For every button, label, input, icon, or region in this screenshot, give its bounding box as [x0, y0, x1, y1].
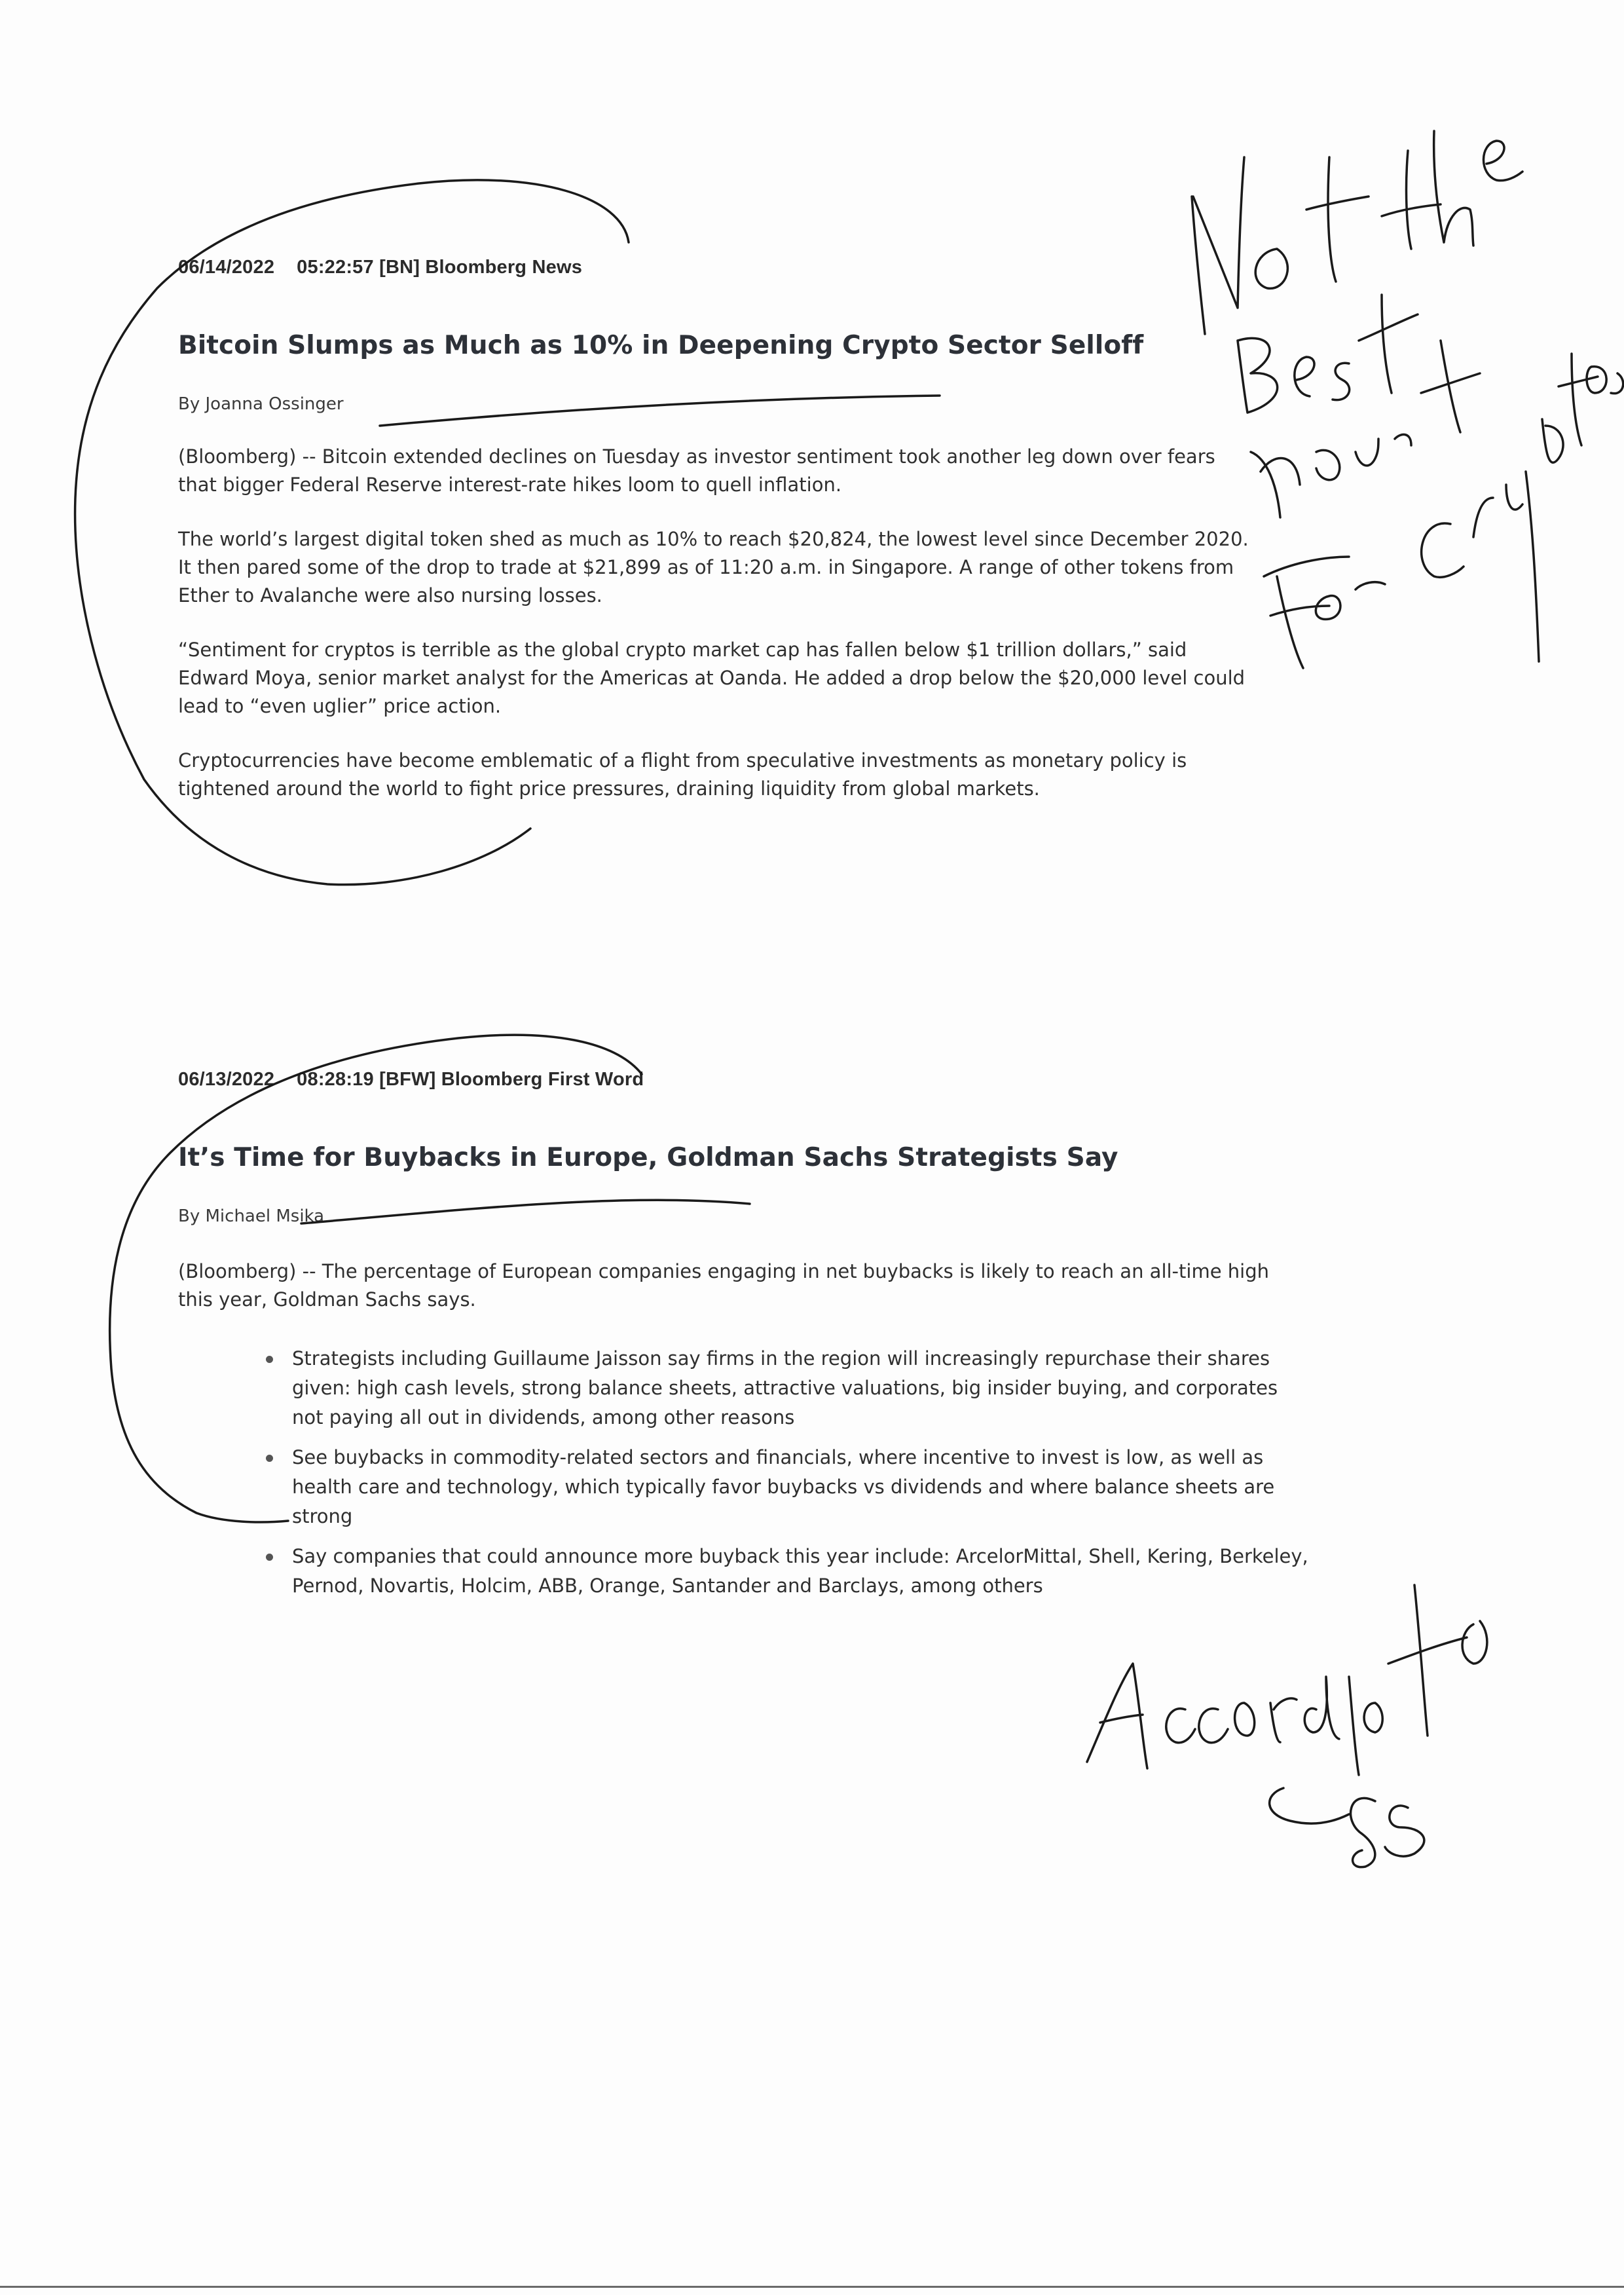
bullet-dot-icon: [266, 1554, 273, 1561]
news-article: [178, 257, 1304, 803]
bullet-dot-icon: [266, 1455, 273, 1462]
bullet-item: [292, 1443, 1314, 1531]
bullet-list: [178, 1344, 1308, 1601]
ink-letter-t: [1306, 157, 1369, 282]
ink-word-gs: [1270, 1788, 1424, 1867]
article-source: [BFW] Bloomberg First Word: [379, 1069, 644, 1090]
bullet-text: Strategists including Guillaume Jaisson say firms in the region will increasingly repurchase their shares given: high cash levels, strong balance sheets, attractive valuations, big insider buying, and corporates not paying all out in dividends, among other reasons: [292, 1347, 1278, 1428]
article-paragraph: “Sentiment for cryptos is terrible as the global crypto market cap has fallen below $1 trillion dollars,” said Edward Moya, senior market analyst for the Americas at Oanda. He added a drop below the $20,000 level could lead to “even uglier” price action.: [178, 639, 1246, 717]
article-headline: It’s Time for Buybacks in Europe, Goldman Sachs Strategists Say: [178, 1143, 1118, 1172]
article-time: 05:22:57: [297, 257, 374, 278]
bullet-item: [292, 1344, 1314, 1432]
ink-word-the: [1382, 131, 1522, 249]
article-meta: [178, 257, 1304, 278]
page-bottom-rule: [0, 2286, 1624, 2288]
article-meta: [178, 1069, 1304, 1091]
article-paragraph: Cryptocurrencies have become emblematic of a flight from speculative investments as monetary policy is tightened around the world to fight price pressures, draining liquidity from global markets.: [178, 749, 1187, 800]
article-paragraph: (Bloomberg) -- The percentage of European companies engaging in net buybacks is likely to reach an all-time high this year, Goldman Sachs says.: [178, 1260, 1269, 1311]
article-byline: By Michael Msika: [178, 1206, 325, 1226]
article-time: 08:28:19: [297, 1069, 374, 1090]
article-headline: Bitcoin Slumps as Much as 10% in Deepening Crypto Sector Selloff: [178, 331, 1144, 360]
ink-word-according: [1087, 1664, 1382, 1775]
bullet-dot-icon: [266, 1356, 273, 1363]
news-article: [178, 1069, 1308, 1611]
ink-word-to: [1388, 1585, 1487, 1736]
article-date: 06/14/2022: [178, 257, 275, 278]
article-paragraph: The world’s largest digital token shed as much as 10% to reach $20,824, the lowest level since December 2020. It then pared some of the drop to trade at $21,899 as of 11:20 a.m. in Singapore. A range of other tokens from Ether to Avalanche were also nursing losses.: [178, 528, 1249, 606]
article-paragraph: (Bloomberg) -- Bitcoin extended declines on Tuesday as investor sentiment took another leg down over fears that bigger Federal Reserve interest-rate hikes loom to quell inflation.: [178, 445, 1215, 496]
article-source: [BN] Bloomberg News: [379, 257, 583, 278]
ink-word-cryptos: [1422, 354, 1623, 662]
article-date: 06/13/2022: [178, 1069, 275, 1090]
bullet-item: [292, 1542, 1314, 1601]
article-byline: By Joanna Ossinger: [178, 394, 344, 414]
bullet-text: See buybacks in commodity-related sectors and financials, where incentive to invest is low, as well as health care and technology, which typically favor buybacks vs dividends and where balance sheets are strong: [292, 1446, 1275, 1527]
bullet-text: Say companies that could announce more buyback this year include: ArcelorMittal, Shell, Kering, Berkeley, Pernod, Novartis, Holcim, ABB, Orange, Santander and Barclays, among others: [292, 1545, 1308, 1597]
